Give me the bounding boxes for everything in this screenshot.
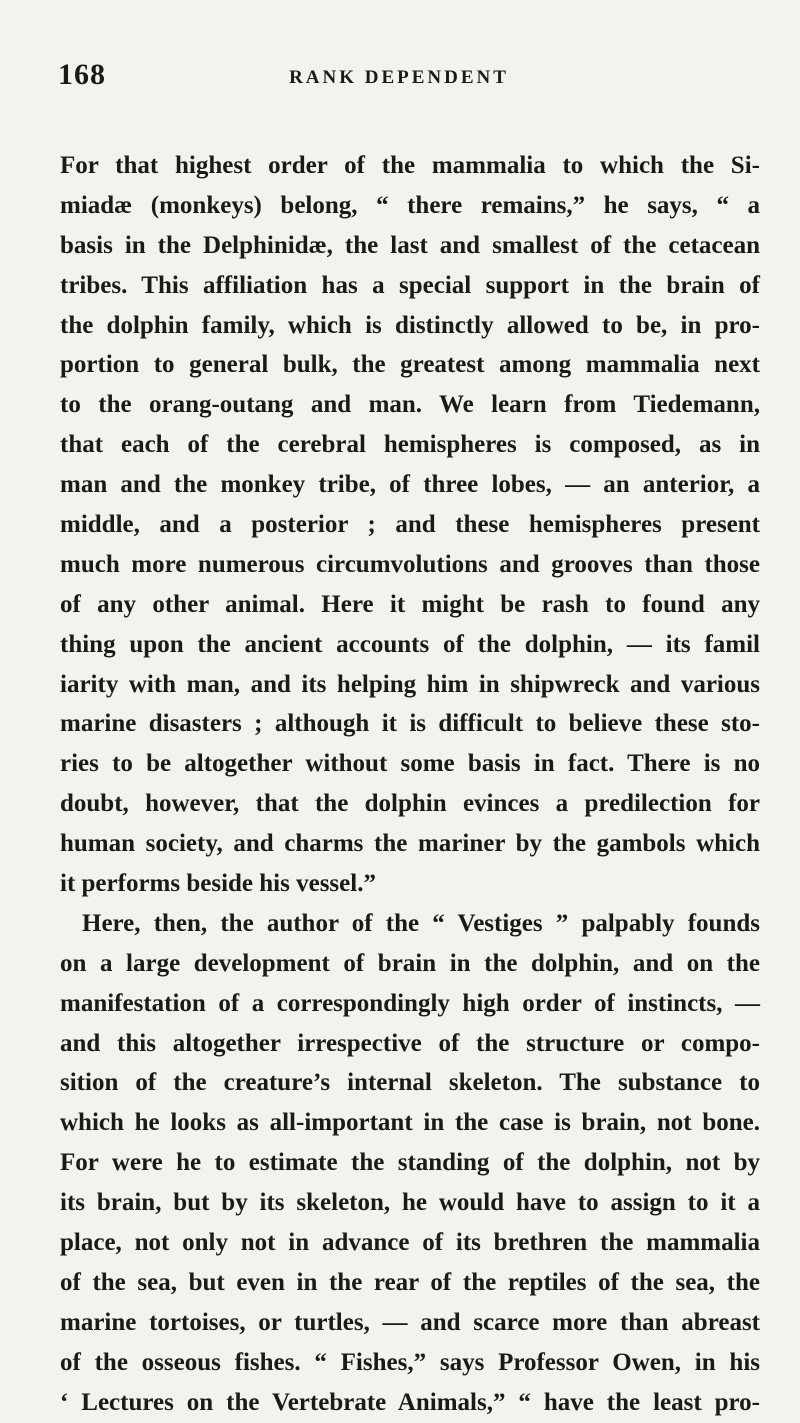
text-line: its brain, but by its skeleton, he would have to assign to it a bbox=[60, 1189, 760, 1217]
text-line: Here, then, the author of the “ Vestiges ” palpably founds bbox=[82, 909, 760, 937]
body-text bbox=[60, 146, 760, 1423]
text-line: the dolphin family, which is distinctly allowed to be, in pro- bbox=[60, 311, 760, 339]
running-head: RANK DEPENDENT bbox=[289, 67, 509, 88]
text-line: ries to be altogether without some basis in fact. There is no bbox=[60, 750, 760, 778]
text-line: manifestation of a correspondingly high order of instincts, — bbox=[60, 989, 760, 1017]
text-line: on a large development of brain in the dolphin, and on the bbox=[60, 949, 760, 977]
text-line: sition of the creature’s internal skeleton. The substance to bbox=[60, 1069, 760, 1097]
page-number: 168 bbox=[58, 58, 106, 91]
text-line: tribes. This affiliation has a special support in the brain of bbox=[60, 271, 760, 299]
text-line: basis in the Delphinidæ, the last and smallest of the cetacean bbox=[60, 231, 760, 259]
text-line: that each of the cerebral hemispheres is composed, as in bbox=[60, 431, 760, 459]
text-line: of the sea, but even in the rear of the reptiles of the sea, the bbox=[60, 1268, 760, 1296]
text-line: and this altogether irrespective of the structure or compo- bbox=[60, 1029, 760, 1057]
text-line: For that highest order of the mammalia to which the Si- bbox=[60, 152, 760, 179]
text-line: of any other animal. Here it might be rash to found any bbox=[60, 590, 760, 618]
text-line: iarity with man, and its helping him in shipwreck and various bbox=[60, 670, 760, 698]
text-line: it performs beside his vessel.” bbox=[60, 870, 376, 898]
text-line: marine tortoises, or turtles, — and scarce more than abreast bbox=[60, 1308, 760, 1336]
text-line: marine disasters ; although it is difficult to believe these sto- bbox=[60, 710, 760, 738]
text-line: ‘ Lectures on the Vertebrate Animals,” “ have the least pro- bbox=[60, 1388, 760, 1416]
text-line: portion to general bulk, the greatest among mammalia next bbox=[60, 351, 760, 379]
text-line: place, not only not in advance of its brethren the mammalia bbox=[60, 1229, 760, 1257]
text-line: thing upon the ancient accounts of the dolphin, — its famil bbox=[60, 630, 760, 658]
text-line: human society, and charms the mariner by the gambols which bbox=[60, 830, 760, 858]
text-line: much more numerous circumvolutions and grooves than those bbox=[60, 550, 760, 578]
text-line: miadæ (monkeys) belong, “ there remains,” he says, “ a bbox=[60, 191, 760, 219]
text-line: to the orang-outang and man. We learn from Tiedemann, bbox=[60, 391, 760, 419]
text-line: which he looks as all-important in the case is brain, not bone. bbox=[60, 1109, 760, 1137]
text-line: doubt, however, that the dolphin evinces a predilection for bbox=[60, 790, 760, 818]
text-line: of the osseous fishes. “ Fishes,” says Professor Owen, in his bbox=[60, 1348, 760, 1376]
text-line: For were he to estimate the standing of the dolphin, not by bbox=[60, 1149, 760, 1177]
text-line: man and the monkey tribe, of three lobes, — an anterior, a bbox=[60, 471, 760, 499]
text-line: middle, and a posterior ; and these hemispheres present bbox=[60, 511, 760, 539]
page-header bbox=[58, 58, 740, 98]
